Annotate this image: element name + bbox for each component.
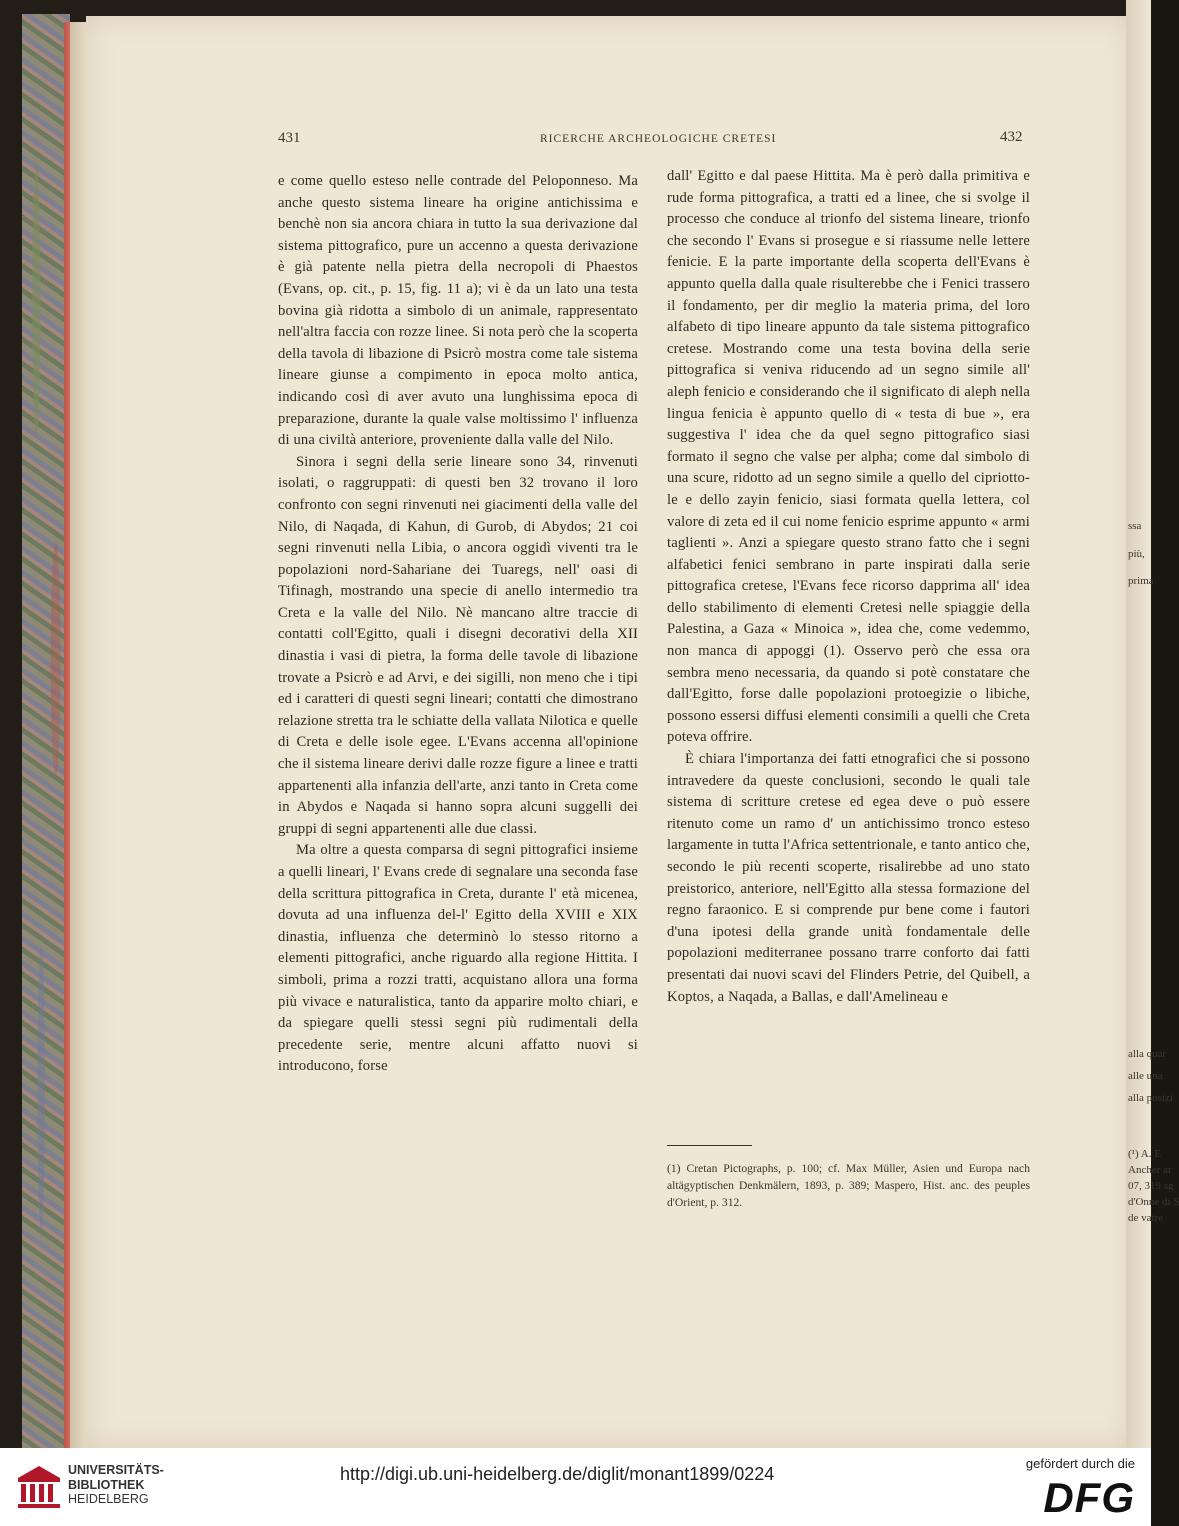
page-number-left: 431 [278,130,301,146]
facing-page-fragment: ssa [1128,520,1142,532]
university-library-logo-icon[interactable] [14,1462,64,1512]
facing-page-fragment: alle una [1128,1070,1163,1082]
facing-page-fragment: più, [1128,548,1145,560]
footnote-rule [667,1145,752,1146]
page-number-right: 432 [1000,129,1023,145]
facing-page-fragment: prima [1128,575,1154,587]
facing-page-fragment: de vatre [1128,1212,1164,1224]
facing-page-fragment: alla quar [1128,1048,1167,1060]
paragraph: e come quello esteso nelle contrade del Peloponneso. Ma anche questo sistema lineare ha origine antichissima e benchè non sia ancora chiara in tutto la sua derivazione dal sistema pittografico, pure un accenno a questa derivazione è già patente nella pietra della necropoli di Phaestos (Evans, op. cit., p. 15, fig. 11 a); vi è da un lato una testa bovina già ridotta a simbolo di un animale, rappresentato nell'altra faccia con rozze linee. Si nota però che la scoperta della tavola di libazione di Psicrò mostra come tale sistema lineare giunse a compimento in epoca molto antica, indicando così di aver avuto una lunghissima epoca di preparazione, durante la quale valse moltissimo l' influenza di una civiltà anteriore, proveniente dalla valle del Nilo. [278,173,638,449]
facing-page-fragment: Ancher ar [1128,1164,1172,1176]
paragraph: È chiara l'importanza dei fatti etnografici che si possono intravedere da queste conclusioni, secondo le quali tale sistema di scritture cretese ed egea deve o può essere ritenuto come un ramo d' un antichissimo tronco esteso largamente in tutta l'Africa settentrionale, e tanto antico che, secondo le più recenti scoperte, risalirebbe ad uno stato preistorico, anteriore, nell'Egitto alla stessa formazione del regno faraonico. E si comprende pur bene come i fautori d'una ipotesi della grande unità fondamentale delle popolazioni mediterranee possano trarre conforto dai fatti presentati dai nuovi scavi del Flinders Petrie, del Quibell, a Koptos, a Naqada, a Ballas, e dall'Amelineau e [667,751,1030,1005]
marbled-endpaper [22,14,70,1448]
facing-page-fragment: d'Onne di S [1128,1196,1179,1208]
right-text-column [667,166,1030,1008]
library-name-line: BIBLIOTHEK [68,1477,145,1492]
library-name-line: UNIVERSITÄTS- [68,1463,164,1477]
facing-page-fragment: (¹) A. E [1128,1148,1161,1160]
facing-page-fragment: 07, 319 sg [1128,1180,1174,1192]
permalink-url[interactable]: http://digi.ub.uni-heidelberg.de/diglit/monant1899/0224 [340,1464,775,1484]
paragraph: Sinora i segni della serie lineare sono 34, rinvenuti isolati, o raggruppati: di questi ben 32 trovano il loro confronto con segni rinvenuti nei giacimenti della valle del Nilo, di Naqada, di Kahun, di Gurob, di Abydos; 21 coi segni rinvenuti nella Libia, o ancora oggidì viventi tra le popolazioni nord-Sahariane dei Tuaregs, nell' oasi di Tifinagh, mostrando una specie di anello intermedio tra Creta e la valle del Nilo. Nè mancano altre traccie di contatti coll'Egitto, quali i disegni decorativi della XII dinastia i vasi di pietra, la forma delle tavole di libazione trovate a Psicrò e ad Arvi, e dei sigilli, non meno che i tipi ed i caratteri di questi segni lineari; contatti che dimostrano relazione stretta tra le schiatte della vallata Nilotica e quelle di Creta e delle isole egee. L'Evans accenna all'opinione che il sistema lineare derivi dalle rozze figure a linee e tratti appartenenti alla infanzia dell'arte, anzi tanto in Creta come in Abydos e Naqada si hanno sopra alcuni suggelli dei gruppi di segni appartenenti alle due classi. [278,453,638,837]
paragraph: dall' Egitto e dal paese Hittita. Ma è però dalla primitiva e rude forma pittografica, a tratti ed a linee, che si svolge il processo che conduce al trionfo del sistema lineare, trionfo che secondo l' Evans si prosegue e si riassume nelle lettere fenicie. E la parte importante della scoperta dell'Evans è appunto quella dalla quale risulterebbe che i Fenici trassero il fondamento, per dir meglio la materia prima, del loro alfabeto di tipo lineare appunto da tale sistema pittografico cretese. Mostrando come una testa bovina della serie pittografica si veniva riducendo ad un segno simile all' aleph fenicio e considerando che il significato di aleph nella lingua fenicia è appunto quello di « testa di bue », era suggestiva l' idea che da quel segno pittografico siasi formato il segno che valse per alpha; come dal simbolo di una scure, ridotto ad un segno simile a quello del cipriotto-le e dello zayin fenicio, siasi formata quella lettera, col valore di zeta ed il cui nome fenicio esprime appunto « armi taglienti ». Anzi a spiegare questo strano fatto che i segni alfabetici fenici sembrano in parte inspirati dalla serie pittografica cretese, l'Evans fece ricorso dapprima all' idea dello stabilimento di elementi Cretesi nelle spiaggie della Palestina, a Gaza « Minoica », idea che, come vedemmo, non manca di appoggi (1). Osservo però che essa ora sembra meno necessaria, da quando si potè constatare che dall'Egitto, forse dalle popolazioni protoegizie o libiche, possono essersi diffusi elementi consimili a quelli che Creta poteva offrire. [667,168,1030,746]
library-name-line: HEIDELBERG [68,1492,149,1506]
facing-page-fragment: alla posizi [1128,1092,1173,1104]
university-library-name[interactable] [68,1463,164,1507]
funding-note: gefördert durch die [1025,1456,1135,1471]
viewer-footer [0,1448,1151,1526]
dfg-logo[interactable]: DFG [1043,1474,1135,1521]
left-text-column [278,171,638,1078]
paragraph: Ma oltre a questa comparsa di segni pittografici insieme a quelli lineari, l' Evans crede di segnalare una seconda fase della scrittura pittografica in Creta, durante l' età micenea, dovuta ad una influenza del-l' Egitto della XVIII e XIX dinastia, influenza che determinò lo stesso ritorno a elementi pittografici, anche riguardo alla regione Hittita. I simboli, prima a rozzi tratti, acquistano allora una forma più vivace e naturalistica, tanto da apparire molto chiari, e da spiegare quelli stessi segni più rudimentali della precedente serie, mentre alcuni affatto nuovi si introducono, forse [278,842,638,1075]
footnote: (1) Cretan Pictographs, p. 100; cf. Max Müller, Asien und Europa nach altägyptischen Denkmälern, 1893, p. 389; Maspero, Hist. anc. des peuples d'Orient, p. 312. [667,1162,1030,1209]
running-title: RICERCHE ARCHEOLOGICHE CRETESI [540,133,777,145]
facing-page-strip [1126,0,1179,1448]
